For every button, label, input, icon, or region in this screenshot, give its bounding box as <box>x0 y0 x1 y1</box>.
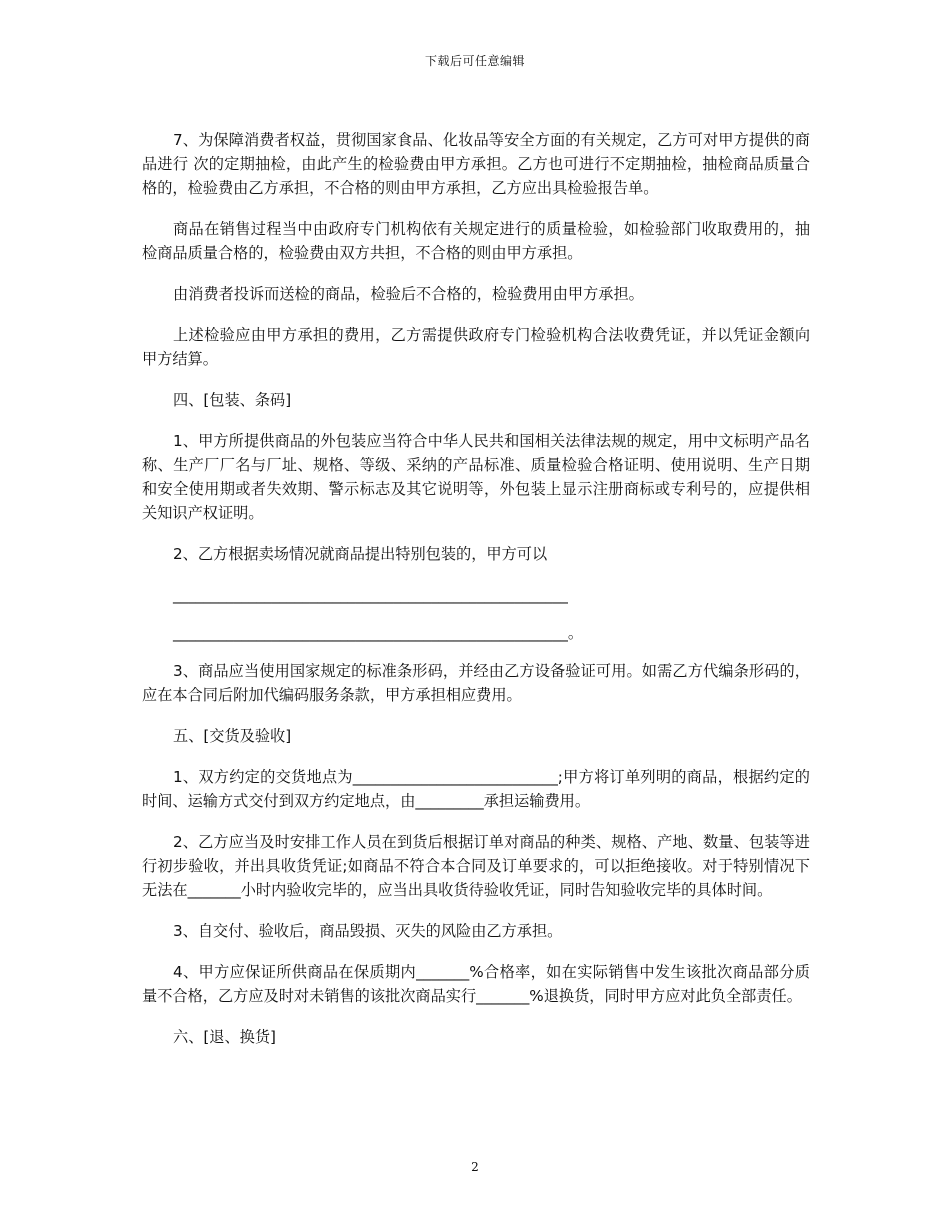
section-6-heading: 六、[退、换货] <box>173 1028 276 1046</box>
inspection-fee-settlement-paragraph: 上述检验应由甲方承担的费用，乙方需提供政府专门检验机构合法收费凭证，并以凭证金额向甲方结算。 <box>142 326 810 368</box>
section-5-heading: 五、[交货及验收] <box>173 727 292 745</box>
page-number: 2 <box>471 1160 479 1174</box>
quality-guarantee-clause-4: 4、甲方应保证所供商品在保质期内_______%合格率，如在实际销售中发生该批次商品部分质量不合格，乙方应及时对未销售的该批次商品实行_______%退换货，同时甲方应对此负全部责任。 <box>142 963 810 1005</box>
clause-7-inspection: 7、为保障消费者权益，贯彻国家食品、化妆品等安全方面的有关规定，乙方可对甲方提供的商品进行 次的定期抽检，由此产生的检验费由甲方承担。乙方也可进行不定期抽检，抽检商品质量合格的，检验费由乙方承担，不合格的则由甲方承担，乙方应出具检验报告单。 <box>142 131 810 197</box>
barcode-clause-3: 3、商品应当使用国家规定的标准条形码，并经由乙方设备验证可用。如需乙方代编条形码的，应在本合同后附加代编码服务条款，甲方承担相应费用。 <box>142 662 810 704</box>
acceptance-clause-2: 2、乙方应当及时安排工作人员在到货后根据订单对商品的种类、规格、产地、数量、包装等进行初步验收，并出具收货凭证;如商品不符合本合同及订单要求的，可以拒绝接收。对于特别情况下无法在_______小时内验收完毕的，应当出具收货待验收凭证，同时告知验收完毕的具体时间。 <box>142 833 810 899</box>
packaging-clause-2: 2、乙方根据卖场情况就商品提出特别包装的，甲方可以 <box>173 545 548 563</box>
packaging-clause-1: 1、甲方所提供商品的外包装应当符合中华人民共和国相关法律法规的规定，用中文标明产品名称、生产厂厂名与厂址、规格、等级、采纳的产品标准、质量检验合格证明、使用说明、生产日期和安全使用期或者失效期、警示标志及其它说明等，外包装上显示注册商标或专利号的，应提供相关知识产权证明。 <box>142 432 810 522</box>
document-body <box>142 128 810 1066</box>
fill-in-blank-line-1: ____________________________________________________ <box>173 586 568 604</box>
delivery-clause-1: 1、双方约定的交货地点为___________________________;甲方将订单列明的商品，根据约定的时间、运输方式交付到双方约定地点，由_________承担运输费用。 <box>142 768 810 810</box>
section-4-heading: 四、[包装、条码] <box>173 391 292 409</box>
risk-transfer-clause-3: 3、自交付、验收后，商品毁损、灭失的风险由乙方承担。 <box>173 922 563 940</box>
page-header: 下载后可任意编辑 <box>424 54 525 68</box>
fill-in-blank-line-2: ____________________________________________________。 <box>173 624 584 642</box>
consumer-complaint-paragraph: 由消费者投诉而送检的商品，检验后不合格的，检验费用由甲方承担。 <box>173 285 644 303</box>
government-inspection-paragraph: 商品在销售过程当中由政府专门机构依有关规定进行的质量检验，如检验部门收取费用的，抽检商品质量合格的，检验费由双方共担，不合格的则由甲方承担。 <box>142 220 810 262</box>
